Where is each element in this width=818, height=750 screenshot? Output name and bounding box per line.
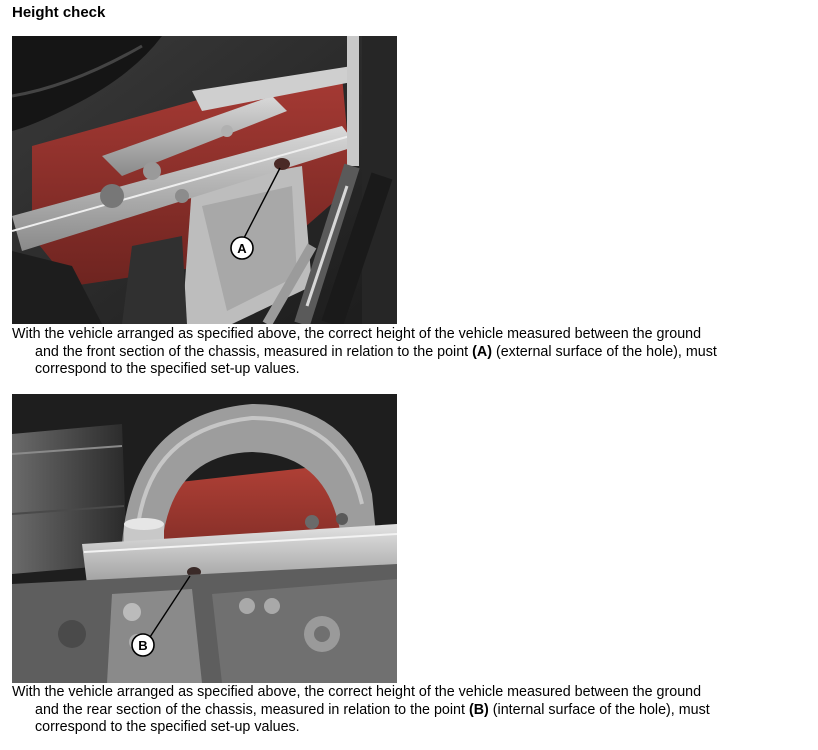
rear-line-1: With the vehicle arranged as specified above, the correct height of the vehicle measured between the ground bbox=[12, 684, 702, 700]
front-line-2-pre: and the front section of the chassis, measured in relation to the point bbox=[35, 343, 473, 360]
callout-a-label: A bbox=[237, 241, 247, 256]
front-line-3: correspond to the specified set-up values. bbox=[35, 361, 300, 377]
callout-b-label: B bbox=[138, 638, 148, 653]
front-line-2 bbox=[12, 344, 812, 362]
rear-line-2-pre: and the rear section of the chassis, measured in relation to the point bbox=[35, 701, 469, 718]
section-title: Height check bbox=[12, 4, 106, 21]
rear-line-2-post: (internal surface of the hole), must bbox=[488, 701, 710, 718]
front-height-instructions bbox=[12, 326, 812, 379]
rear-chassis-photo bbox=[12, 394, 397, 683]
front-line-1: With the vehicle arranged as specified above, the correct height of the vehicle measured between the ground bbox=[12, 326, 702, 342]
front-line-2-post: (external surface of the hole), must bbox=[491, 343, 717, 360]
rear-line-3: correspond to the specified set-up values. bbox=[35, 719, 300, 735]
rear-height-instructions bbox=[12, 684, 812, 737]
front-chassis-photo bbox=[12, 36, 397, 324]
rear-point-label: (B) bbox=[468, 701, 489, 718]
rear-line-2 bbox=[12, 702, 812, 720]
front-point-label: (A) bbox=[472, 343, 492, 360]
